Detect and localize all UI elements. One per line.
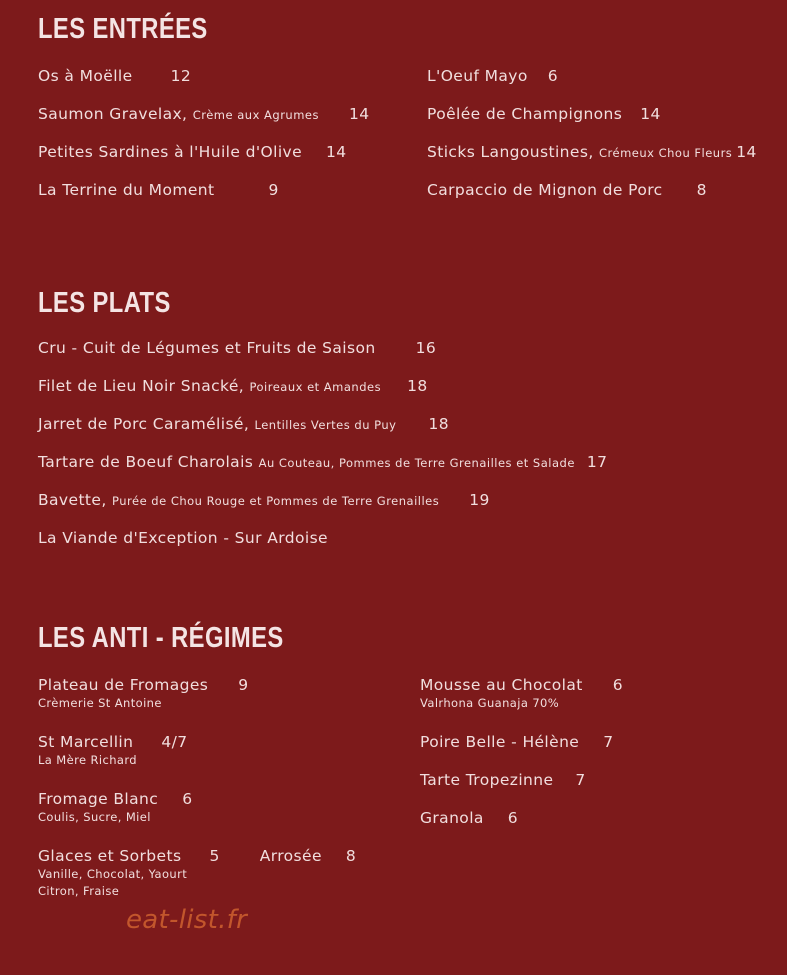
item-description: Valrhona Guanaja 70% <box>420 696 560 710</box>
item-price: 18 <box>428 415 450 433</box>
entrees-left-column <box>38 66 370 218</box>
menu-item <box>38 490 607 528</box>
item-price: 17 <box>586 453 608 471</box>
item-description: Vanille, Chocolat, Yaourt <box>38 867 188 881</box>
item-name: Saumon Gravelax, <box>38 105 188 123</box>
item-price: 14 <box>348 105 370 123</box>
item-price: 6 <box>547 67 559 85</box>
menu-item <box>38 675 356 712</box>
item-description: Crémeux Chou Fleurs <box>598 146 733 160</box>
item-name: Poêlée de Champignons <box>427 105 623 123</box>
item-price: 18 <box>407 377 428 395</box>
menu-item <box>38 104 370 142</box>
item-name: Carpaccio de Mignon de Porc <box>427 181 663 199</box>
item-price: 6 <box>612 676 624 694</box>
menu-item <box>38 338 607 376</box>
menu-item <box>427 104 757 142</box>
item-price: 14 <box>326 143 347 161</box>
menu-item <box>427 142 757 180</box>
item-name: Granola <box>420 809 484 827</box>
item-name: Filet de Lieu Noir Snacké, <box>38 377 245 395</box>
menu-item <box>38 376 607 414</box>
item-name: Sticks Langoustines, <box>427 143 594 161</box>
menu-item <box>427 66 757 104</box>
item-description: Purée de Chou Rouge et Pommes de Terre Grenailles <box>112 494 440 508</box>
menu-item <box>420 675 623 712</box>
item-description: La Mère Richard <box>38 753 137 767</box>
anti-left-column <box>38 675 356 922</box>
menu-item <box>38 180 370 218</box>
menu-item <box>38 66 370 104</box>
item-price: 7 <box>575 771 586 789</box>
item-price: 9 <box>268 181 279 199</box>
item-price: 16 <box>415 339 437 357</box>
entrees-right-column <box>427 66 757 218</box>
item-name: La Terrine du Moment <box>38 181 215 199</box>
menu-item <box>38 732 356 769</box>
section-title-anti-regimes: LES ANTI - RÉGIMES <box>38 622 284 654</box>
item-price: 9 <box>238 676 249 694</box>
item-price: 4/7 <box>161 733 188 751</box>
item-price: 14 <box>640 105 661 123</box>
item-description: Citron, Fraise <box>38 884 120 898</box>
item-name: Jarret de Porc Caramélisé, <box>38 415 250 433</box>
item-price: 14 <box>736 143 757 161</box>
item-name: La Viande d'Exception - Sur Ardoise <box>38 529 328 547</box>
section-title-entrees: LES ENTRÉES <box>38 13 208 45</box>
menu-item <box>420 808 623 846</box>
item-price-extra: 8 <box>345 847 357 865</box>
plats-column <box>38 338 607 566</box>
item-description: Crèmerie St Antoine <box>38 696 162 710</box>
item-name: L'Oeuf Mayo <box>427 67 528 85</box>
item-name: Cru - Cuit de Légumes et Fruits de Saison <box>38 339 376 357</box>
item-price: 12 <box>170 67 192 85</box>
menu-item <box>420 770 623 808</box>
item-name: Fromage Blanc <box>38 790 159 808</box>
menu-item <box>38 528 607 566</box>
item-name: Glaces et Sorbets <box>38 847 182 865</box>
item-name: Tartare de Boeuf Charolais <box>38 453 254 471</box>
menu-item <box>38 142 370 180</box>
item-name: Mousse au Chocolat <box>420 676 583 694</box>
item-name: Bavette, <box>38 491 107 509</box>
menu-item <box>420 732 623 770</box>
item-price: 5 <box>209 847 220 865</box>
item-name: Petites Sardines à l'Huile d'Olive <box>38 143 303 161</box>
menu-item <box>427 180 757 218</box>
item-name: Tarte Tropezinne <box>420 771 554 789</box>
item-description: Coulis, Sucre, Miel <box>38 810 151 824</box>
item-name: Poire Belle - Hélène <box>420 733 580 751</box>
menu-item <box>38 414 607 452</box>
anti-right-column <box>420 675 623 846</box>
menu-item <box>38 789 356 826</box>
item-description: Au Couteau, Pommes de Terre Grenailles et Salade <box>258 456 575 470</box>
item-description: Poireaux et Amandes <box>249 380 382 394</box>
item-name: St Marcellin <box>38 733 134 751</box>
section-title-plats: LES PLATS <box>38 287 171 319</box>
item-description: Crème aux Agrumes <box>192 108 319 122</box>
item-name: Plateau de Fromages <box>38 676 209 694</box>
item-name-extra: Arrosée <box>259 847 322 865</box>
item-description: Lentilles Vertes du Puy <box>254 418 397 432</box>
menu-item <box>38 452 607 490</box>
item-name: Os à Moëlle <box>38 67 133 85</box>
item-price: 8 <box>696 181 707 199</box>
watermark: eat-list.fr <box>126 905 248 935</box>
item-price: 6 <box>507 809 519 827</box>
menu-item <box>38 846 356 900</box>
item-price: 6 <box>182 790 193 808</box>
item-price: 7 <box>603 733 614 751</box>
item-price: 19 <box>469 491 490 509</box>
